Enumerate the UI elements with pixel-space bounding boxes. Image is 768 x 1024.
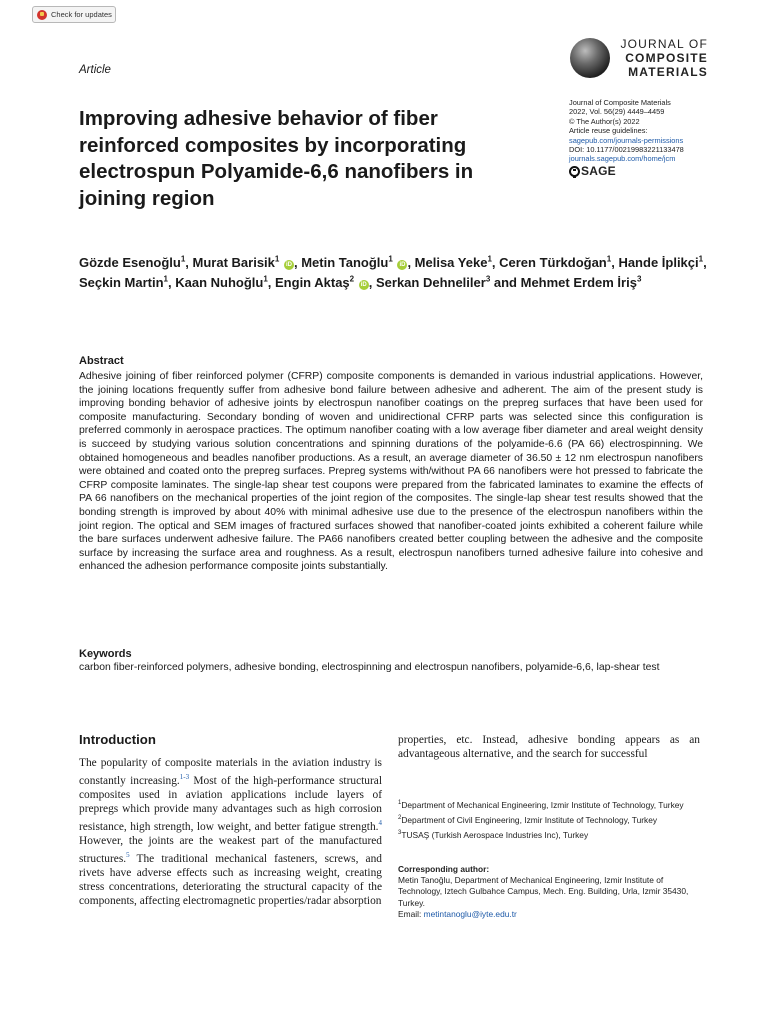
corresponding-email-row bbox=[398, 909, 704, 920]
sage-icon bbox=[569, 166, 580, 177]
author-separator: , bbox=[293, 255, 302, 270]
author-affiliation-number: 2 bbox=[349, 274, 355, 284]
meta-journal: Journal of Composite Materials bbox=[569, 98, 671, 107]
author-affiliation-number: 1 bbox=[606, 254, 612, 264]
author-name: Hande İplikçi bbox=[618, 255, 699, 270]
author-name: Mehmet Erdem İriş bbox=[520, 274, 637, 290]
affiliation-item bbox=[398, 813, 704, 826]
email-label: Email: bbox=[398, 908, 424, 919]
journal-logo-line1: JOURNAL OF bbox=[620, 37, 708, 51]
author-name: Kaan Nuhoğlu bbox=[175, 274, 264, 290]
author-affiliation-number: 3 bbox=[636, 274, 642, 284]
author-name: Serkan Dehneliler bbox=[375, 274, 486, 290]
check-updates-icon bbox=[37, 10, 47, 20]
author-separator: , bbox=[407, 255, 415, 270]
article-type-label: Article bbox=[79, 64, 111, 76]
author-separator: , bbox=[491, 255, 500, 270]
affiliation-number: 3 bbox=[398, 830, 402, 836]
meta-volume: 2022, Vol. 56(29) 4449–4459 bbox=[569, 107, 665, 117]
author-affiliation-number: 1 bbox=[163, 274, 168, 284]
journal-logo-line3: MATERIALS bbox=[628, 65, 708, 79]
author-separator: , bbox=[167, 274, 176, 290]
affiliations bbox=[398, 798, 704, 843]
affiliation-number: 2 bbox=[398, 815, 402, 821]
introduction-heading: Introduction bbox=[79, 732, 156, 747]
author-affiliation-number: 1 bbox=[698, 254, 704, 264]
author-name: Melisa Yeke bbox=[414, 255, 488, 270]
meta-doi: DOI: 10.1177/00219983221133478 bbox=[569, 145, 684, 155]
affiliation-item bbox=[398, 798, 704, 811]
affiliation-number: 1 bbox=[398, 800, 402, 806]
author-separator: , bbox=[185, 255, 193, 270]
abstract-text: Adhesive joining of fiber reinforced polymer (CFRP) composite components is demanded in various industrial applications. However, the joining locations frequently suffer from adhesive bond failure between adhesive and adherent. The aim of the present study is improving bonding behavior of adhesive joints by electrospun nanofiber coatings on the prepreg surfaces that have been used for composite manufacturing. Secondary bonding of woven and unidirectional CFRP parts was selected since this configuration is preferred commonly in aerospace practices. The optimum nanofiber coating with a low average fiber diameter and areal weight density is succeed by studying various solution concentrations and spinning durations of the polyamide-6.6 (PA 66) electrospinning. We obtained homogeneous and beadles nanofiber productions. As a result, an average diameter of 36.50 ± 12 nm electrospun nanofibers were obtained and coated onto the prepreg surfaces. Prepreg systems with/without PA 66 nanofibers were hot pressed to fabricate the CFRP composite laminates. The single-lap shear test coupons were prepared from the fabricated laminates to examine the effects of PA 66 nanofibers on the mechanical properties of the joint region of the composites. The single-lap shear test results showed that the bonding strength is improved by about 40% with minimal adhesive use due to the presence of the electrospun nanofibers within the joint region. The optical and SEM images of fractured surfaces showed that nanofiber-coated joints exhibited a coherent failure while the bare surfaces underwent adhesive failure. The PA66 nanofibers created better coupling between the adhesive and the composite surface by increasing the surface area and roughness. As a result, electrospun nanofibers turned adhesive failure into cohesive and enhanced the adhesion performance composite joints substantially. bbox=[79, 371, 703, 573]
author-affiliation-number: 1 bbox=[274, 254, 280, 264]
author-affiliation-number: 3 bbox=[485, 274, 491, 284]
corresponding-text: Metin Tanoğlu, Department of Mechanical Engineering, Izmir Institute of Technology, Iztech Gulbahce Campus, Mech. Eng. Building, Urla, Izmir 35430, Turkey. bbox=[398, 875, 689, 908]
article-title: Improving adhesive behavior of fiber reinforced composites by incorporating electrospun Polyamide-6,6 nanofibers in joining region bbox=[79, 107, 474, 210]
citation-link[interactable]: 5 bbox=[126, 851, 130, 860]
corresponding-heading: Corresponding author: bbox=[398, 864, 490, 874]
affiliation-text: TUSAŞ (Turkish Aerospace Industries Inc), Turkey bbox=[401, 829, 589, 840]
intro-text-segment: However, the joints are the weakest part of the manufactured structures. bbox=[79, 835, 382, 865]
meta-copyright: © The Author(s) 2022 bbox=[569, 116, 640, 126]
article-meta bbox=[569, 98, 739, 177]
author-name: Metin Tanoğlu bbox=[301, 255, 389, 270]
author-affiliation-number: 1 bbox=[487, 254, 492, 264]
affiliation-item bbox=[398, 828, 704, 841]
affiliation-text: Department of Civil Engineering, Izmir Institute of Technology, Turkey bbox=[401, 814, 658, 825]
author-name: Murat Barisik bbox=[192, 255, 275, 270]
check-for-updates-button[interactable] bbox=[32, 6, 116, 23]
check-updates-label: Check for updates bbox=[51, 10, 112, 19]
journal-logo bbox=[568, 34, 708, 82]
sage-logo bbox=[569, 163, 739, 178]
author-separator: , bbox=[368, 274, 376, 290]
orcid-icon[interactable]: iD bbox=[360, 281, 367, 288]
author-affiliation-number: 1 bbox=[180, 254, 186, 264]
author-name: Gözde Esenoğlu bbox=[79, 255, 181, 270]
meta-home-link[interactable]: journals.sagepub.com/home/jcm bbox=[569, 154, 676, 164]
affiliation-text: Department of Mechanical Engineering, Izmir Institute of Technology, Turkey bbox=[401, 799, 684, 810]
author-name: Engin Aktaş bbox=[275, 274, 350, 290]
author-separator: and bbox=[490, 274, 521, 290]
keywords-text: carbon fiber-reinforced polymers, adhesive bonding, electrospinning and electrospun nanofibers, polyamide-6,6, lap-shear test bbox=[79, 662, 660, 673]
author-separator: , bbox=[267, 274, 276, 290]
author-affiliation-number: 1 bbox=[263, 274, 268, 284]
author-affiliation-number: 1 bbox=[388, 254, 393, 264]
author-list bbox=[79, 253, 719, 292]
corresponding-author bbox=[398, 864, 704, 920]
journal-logo-line2: COMPOSITE bbox=[625, 51, 708, 65]
abstract-heading: Abstract bbox=[79, 355, 124, 367]
citation-link[interactable]: 4 bbox=[378, 819, 382, 828]
author-name: Ceren Türkdoğan bbox=[499, 255, 607, 270]
keywords-heading: Keywords bbox=[79, 648, 132, 660]
intro-text-segment: Most of the high-performance structural composites used in aviation applications include layers of prepregs which provide many advantages such as high corrosion resistance, high strength, low weight, and better fatigue strength. bbox=[79, 774, 383, 833]
introduction-column-right: properties, etc. Instead, adhesive bonding appears as an advantageous alternative, and the search for successful bbox=[398, 734, 700, 761]
author-separator: , bbox=[611, 255, 619, 270]
citation-link[interactable]: 1-3 bbox=[179, 773, 190, 782]
author-separator: , bbox=[703, 255, 707, 270]
sage-logo-text: SAGE bbox=[581, 163, 616, 178]
intro-text-segment: The popularity of composite materials in the aviation industry is constantly increasing. bbox=[79, 757, 382, 787]
orcid-icon[interactable]: iD bbox=[285, 262, 292, 268]
intro-text-segment: The traditional mechanical fasteners, screws, and rivets have adverse effects such as increasing weight, creating stress concentrations, deteriorating the structural capacity of the components, affecting electromagnetic properties/radar absorption bbox=[79, 852, 382, 908]
introduction-column-left bbox=[79, 756, 382, 908]
meta-reuse-link[interactable]: sagepub.com/journals-permissions bbox=[569, 135, 684, 145]
orcid-icon[interactable]: iD bbox=[399, 262, 406, 268]
journal-logo-icon bbox=[570, 38, 610, 78]
author-name: Seçkin Martin bbox=[79, 274, 164, 290]
meta-reuse-label: Article reuse guidelines: bbox=[569, 126, 648, 136]
email-link[interactable]: metintanoglu@iyte.edu.tr bbox=[423, 908, 517, 919]
